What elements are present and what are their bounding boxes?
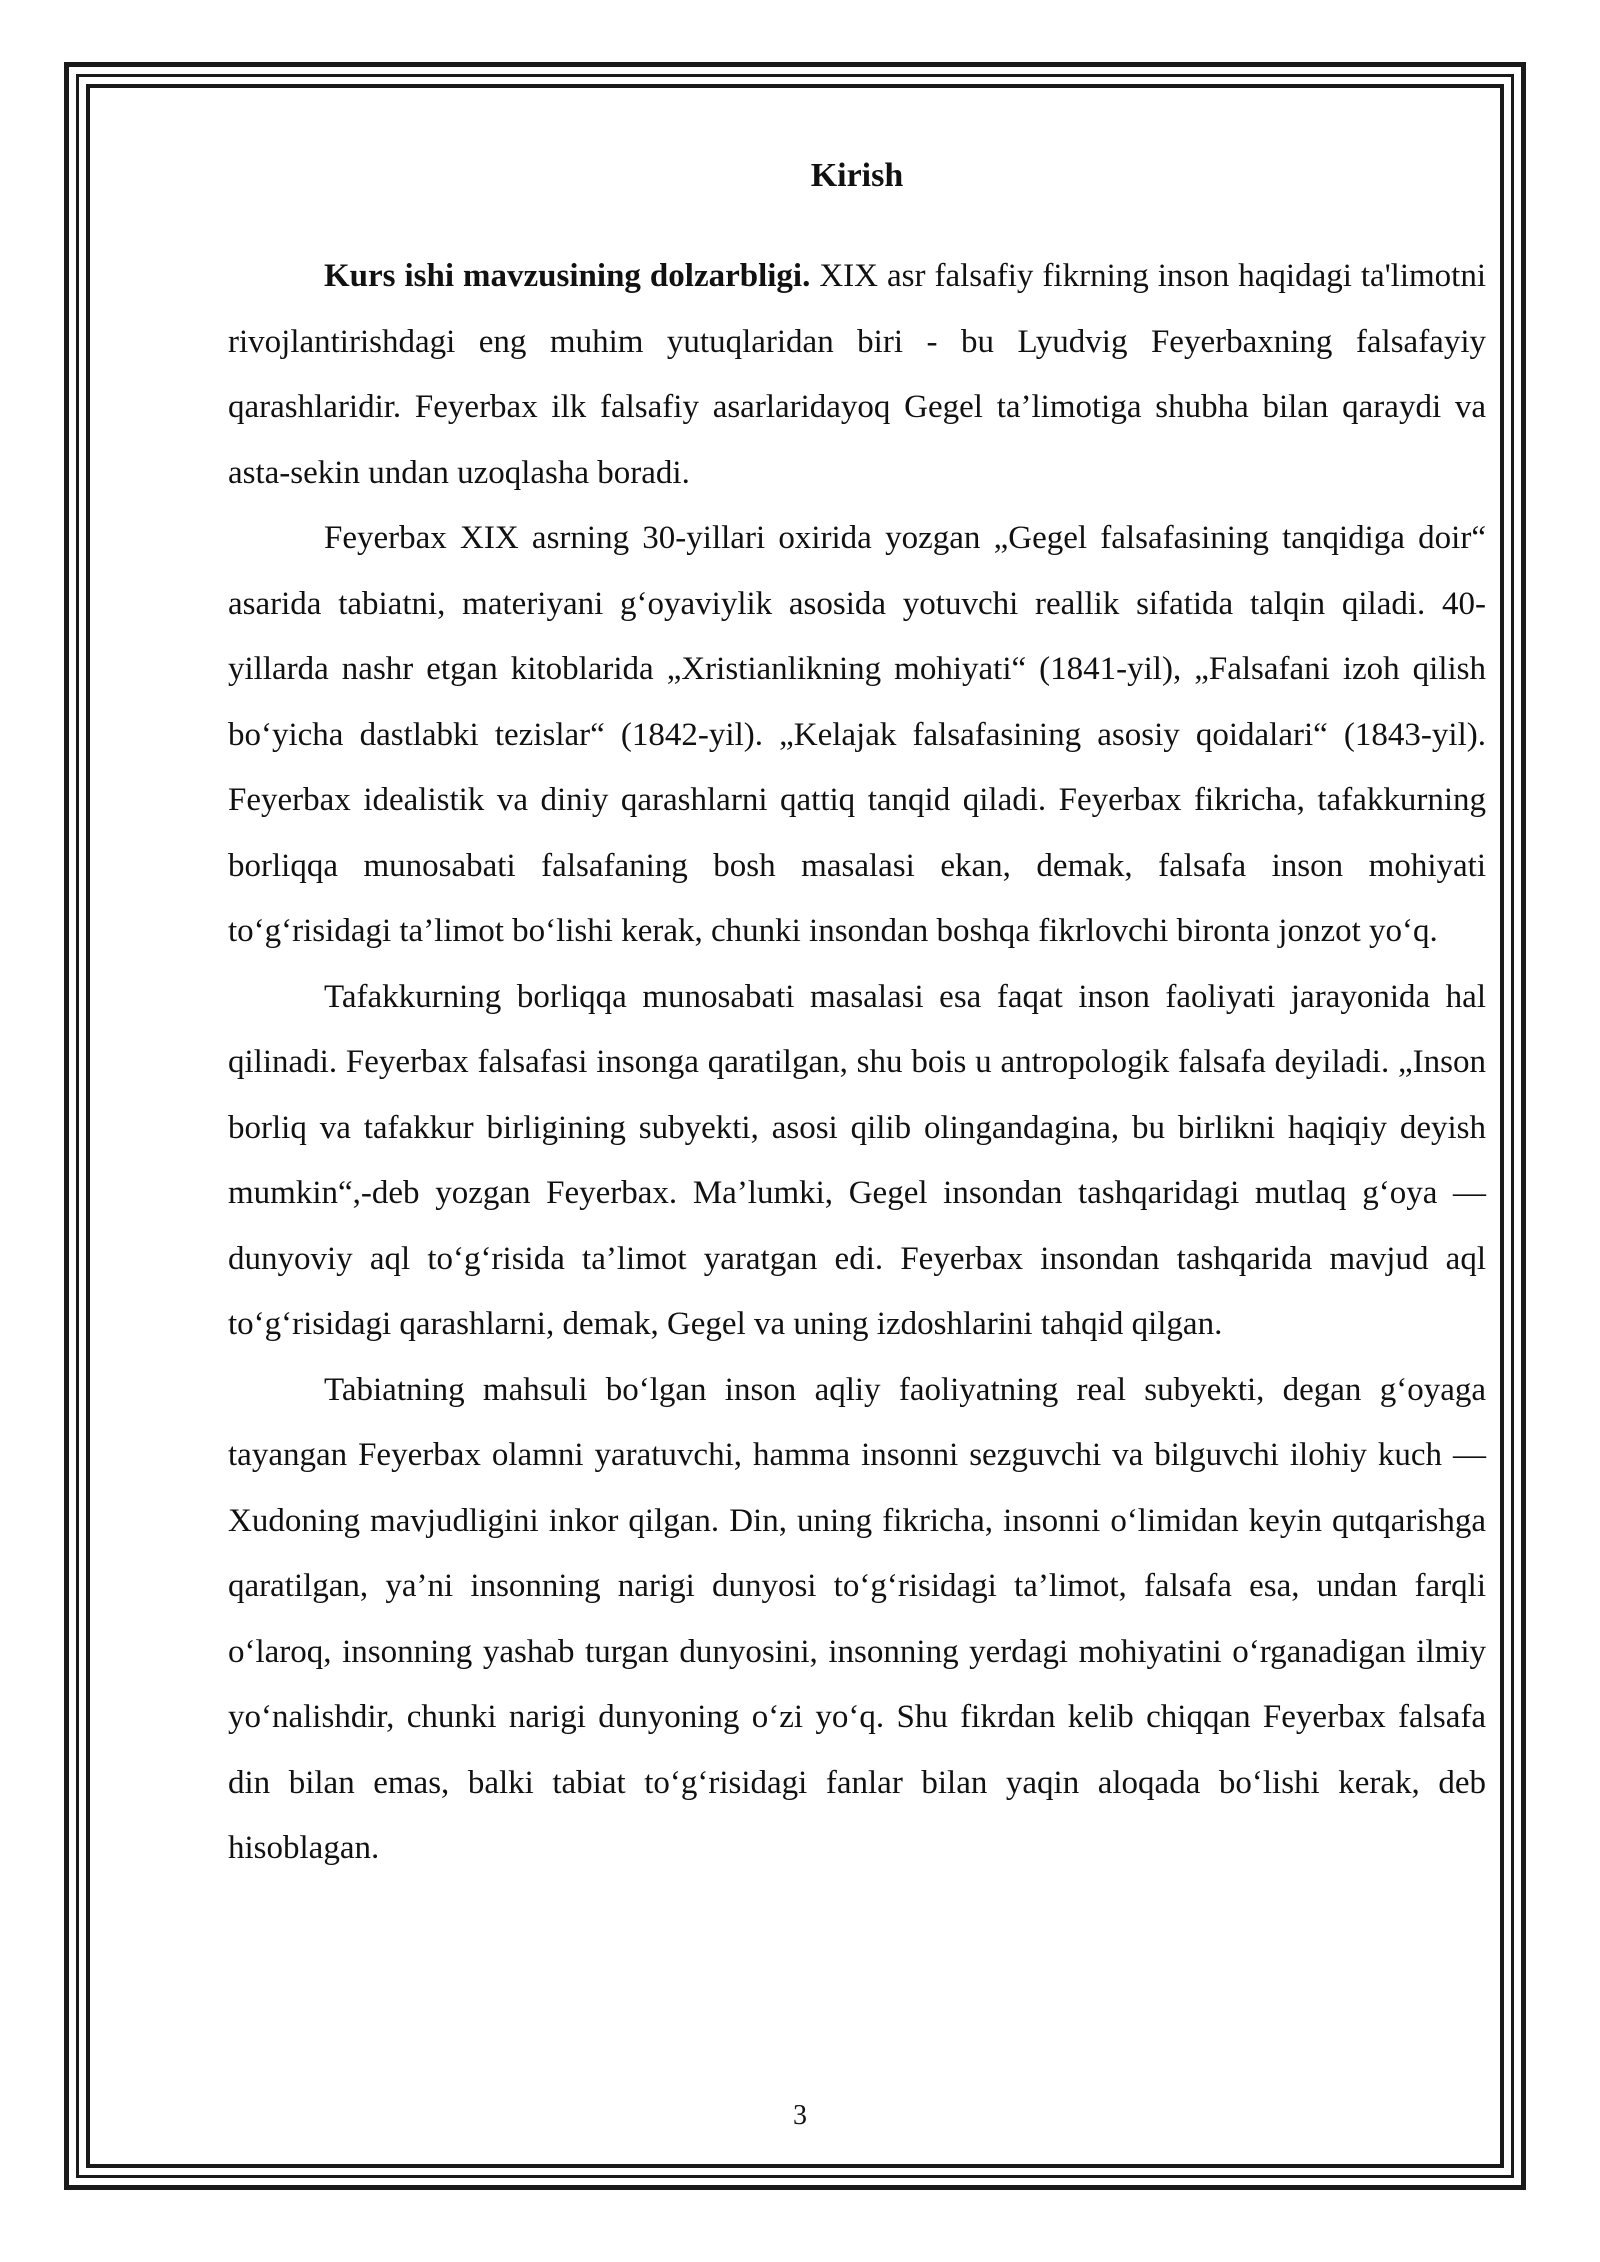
page-number: 3: [793, 2100, 807, 2131]
page-title: Kirish: [810, 157, 904, 194]
document-body: [228, 150, 1486, 1882]
paragraph-text: Feyerbax XIX asrning 30-yillari oxirida yozgan „Gegel falsafasining tanqidiga doir“ asarida tabiatni, materiyani g‘oyaviylik asosida yotuvchi reallik sifatida talqin qiladi. 40-yillarda nashr etgan kitoblarida „Xristianlikning mohiyati“ (1841-yil), „Falsafani izoh qilish bo‘yicha dastlabki tezislar“ (1842-yil). „Kelajak falsafasining asosiy qoidalari“ (1843-yil). Feyerbax idealistik va diniy qarashlarni qattiq tanqid qiladi. Feyerbax fikricha, tafakkurning borliqqa munosabati falsafaning bosh masalasi ekan, demak, falsafa inson mohiyati to‘g‘risidagi ta’limot bo‘lishi kerak, chunki insondan boshqa fikrlovchi bironta jonzot yo‘q.: [228, 520, 1486, 949]
paragraph-lead: Kurs ishi mavzusining dolzarbligi.: [324, 258, 811, 294]
paragraph: [228, 965, 1486, 1358]
paragraph-text: Tabiatning mahsuli bo‘lgan inson aqliy faoliyatning real subyekti, degan g‘oyaga tayangan Feyerbax olamni yaratuvchi, hamma insonni sezguvchi va bilguvchi ilohiy kuch — Xudoning mavjudligini inkor qilgan. Din, uning fikricha, insonni o‘limidan keyin qutqarishga qaratilgan, ya’ni insonning narigi dunyosi to‘g‘risidagi ta’limot, falsafa esa, undan farqli o‘laroq, insonning yashab turgan dunyosini, insonning yerdagi mohiyatini o‘rganadigan ilmiy yo‘nalishdir, chunki narigi dunyoning o‘zi yo‘q. Shu fikrdan kelib chiqqan Feyerbax falsafa din bilan emas, balki tabiat to‘g‘risidagi fanlar bilan yaqin aloqada bo‘lishi kerak, deb hisoblagan.: [228, 1371, 1486, 1866]
paragraph-relevance: [228, 244, 1486, 506]
paragraph: [228, 1358, 1486, 1882]
paragraph: [228, 506, 1486, 965]
paragraph-text: Tafakkurning borliqqa munosabati masalasi esa faqat inson faoliyati jarayonida hal qilinadi. Feyerbax falsafasi insonga qaratilgan, shu bois u antropologik falsafa deyiladi. „Inson borliq va tafakkur birligining subyekti, asosi qilib olingandagina, bu birlikni haqiqiy deyish mumkin“,-deb yozgan Feyerbax. Ma’lumki, Gegel insondan tashqaridagi mutlaq g‘oya — dunyoviy aql to‘g‘risida ta’limot yaratgan edi. Feyerbax insondan tashqarida mavjud aql to‘g‘risidagi qarashlarni, demak, Gegel va uning izdoshlarini tahqid qilgan.: [228, 978, 1486, 1342]
paragraph-text: XIX asr falsafiy fikrning inson haqidagi ta'limotni rivojlantirishdagi eng muhim yutuqlaridan biri - bu Lyudvig Feyerbaxning falsafayiy qarashlaridir. Feyerbax ilk falsafiy asarlaridayoq Gegel ta’limotiga shubha bilan qaraydi va asta-sekin undan uzoqlasha boradi.: [228, 258, 1486, 491]
